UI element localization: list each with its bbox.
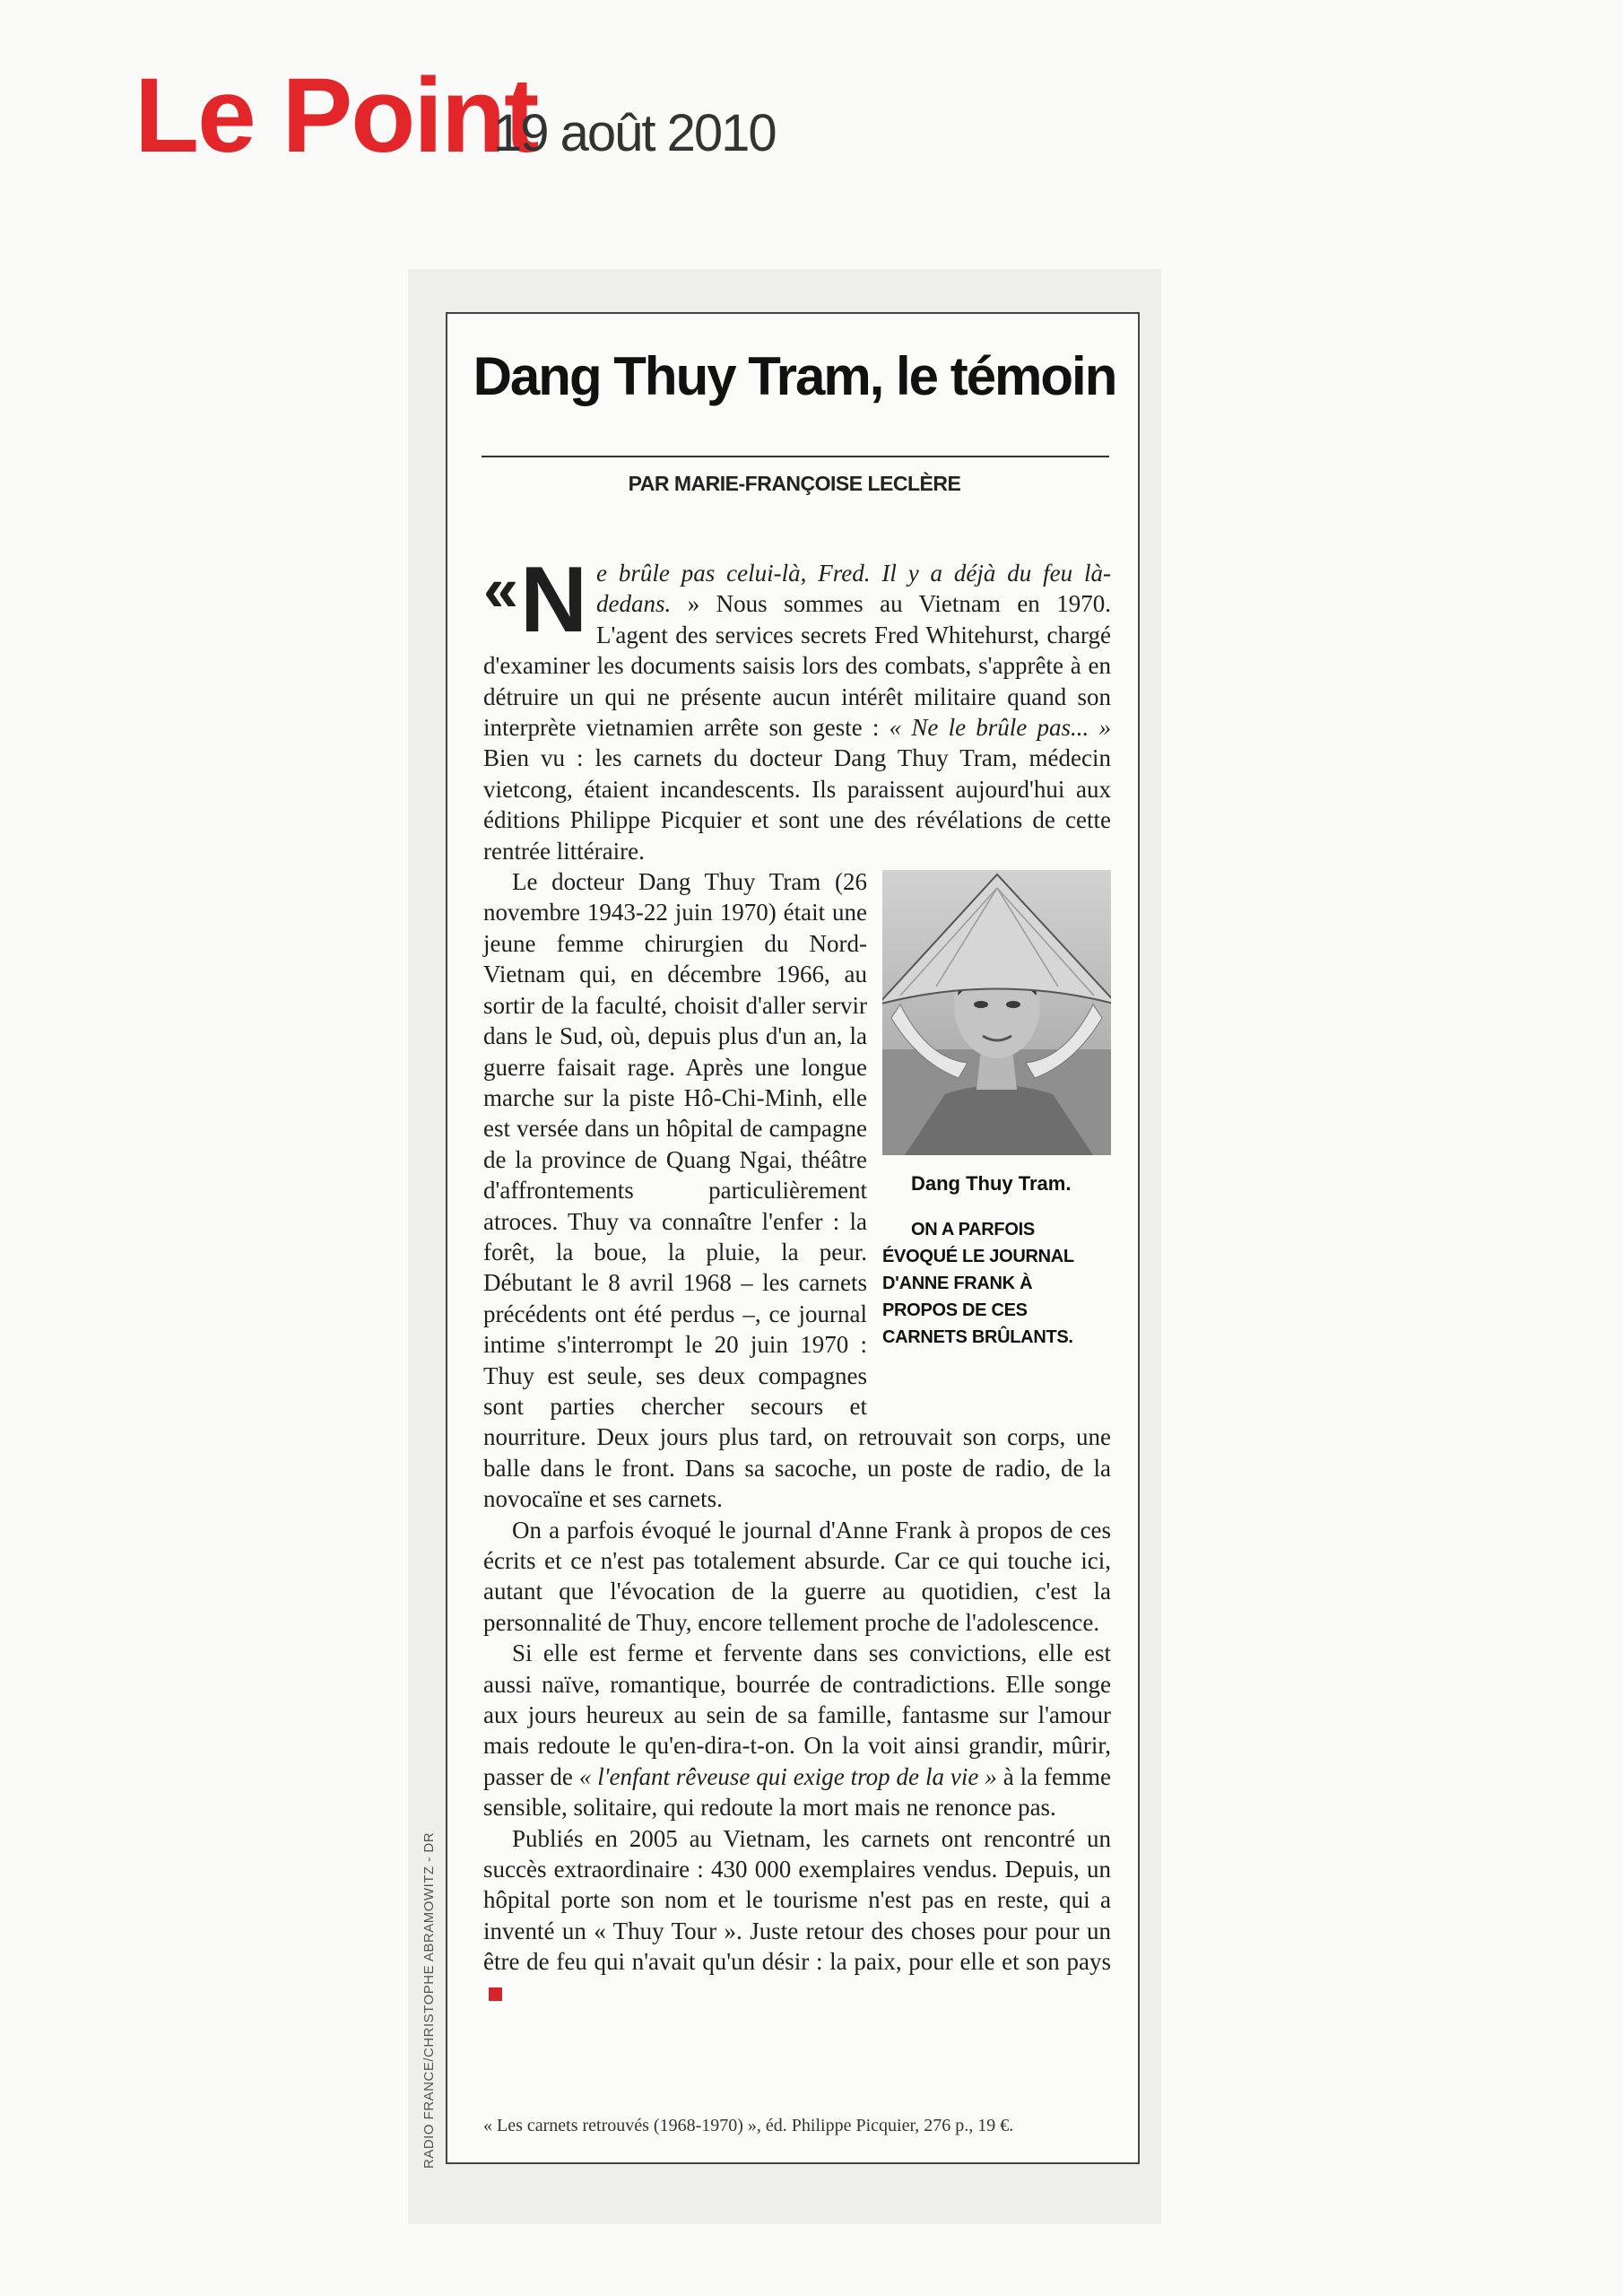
photo-caption: Dang Thuy Tram. — [911, 1172, 1072, 1196]
publication-logo: Le Point — [135, 57, 538, 175]
article-body — [483, 548, 1111, 2008]
drop-cap-letter: N — [519, 548, 586, 652]
paragraph-4 — [483, 1638, 1111, 1822]
photo-block — [878, 870, 1111, 1401]
paragraph-5-text: Publiés en 2005 au Vietnam, les carnets ont rencontré un succès extraordinaire : 430 000 exemplaires vendus. Depuis, un hôpital porte son nom et le tourisme n'est pas en reste, qui a inventé un « Thuy Tour ». Juste retour des choses pour pour un être de feu qui n'avait qu'un désir : la paix, pour elle et son pays — [483, 1824, 1111, 1976]
title-divider — [482, 456, 1109, 457]
paragraph-1 — [483, 548, 1111, 866]
paragraph-1-text-b: Bien vu : les carnets du docteur Dang Thuy Tram, médecin vietcong, étaient incandescents. Ils paraissent aujourd'hui aux éditions Philippe Picquier et sont une des révélations de cette rentrée littéraire. — [483, 744, 1111, 865]
paragraph-4-text-a: Si elle est ferme et fervente dans ses convictions, elle est aussi naïve, romantique, bourrée de contradictions. Elle songe aux jours heureux au sein de sa famille, fantasme sur l'amour mais redoute le qu'en-dira-t-on. On la voit ainsi grandir, mûrir, passer de — [483, 1639, 1111, 1790]
paragraph-2 — [483, 866, 1111, 1515]
article-title: Dang Thuy Tram, le témoin — [473, 346, 1116, 406]
interpreter-quote: « Ne le brûle pas... » — [889, 714, 1111, 742]
article-byline: PAR MARIE-FRANÇOISE LECLÈRE — [628, 472, 961, 495]
drop-cap-guillemet: « — [483, 554, 518, 624]
paragraph-2-text: Le docteur Dang Thuy Tram (26 novembre 1943-22 juin 1970) était une jeune femme chirurgien du Nord-Vietnam qui, en décembre 1966, au sortir de la faculté, choisit d'aller servir dans le Sud, où, depuis plus d'un an, la guerre faisait rage. Après une longue marche sur la piste Hô-Chi-Minh, elle est versée dans un hôpital de campagne de la province de Quang Ngai, théâtre d'affrontements particulièrement atroces. Thuy va connaître l'enfer : la forêt, la boue, la pluie, la peur. Débutant le 8 avril 1968 – les carnets précédents ont été perdus –, ce journal intime s'interrompt le 20 juin 1970 : Thuy est seule, ses deux compagnes sont parties chercher secours et nourriture. Deux jours plus tard, on retrouvait son corps, une balle dans le front. Dans sa sacoche, un poste de radio, de la novocaïne et ses carnets. — [483, 868, 1111, 1513]
opening-quote: e brûle pas celui-là, Fred. Il y a déjà du feu là-dedans. — [596, 560, 1111, 618]
portrait-photo — [882, 870, 1111, 1155]
article-frame — [446, 312, 1140, 2164]
paragraph-1-text-a: » Nous sommes au Vietnam en 1970. L'agent des services secrets Fred Whitehurst, chargé d'examiner les documents saisis lors des combats, s'apprête à en détruire un qui ne présente aucun intérêt militaire quand son interprète vietnamien arrête son geste : — [483, 590, 1111, 742]
end-of-article-mark — [489, 1987, 502, 2001]
drop-cap — [483, 548, 586, 652]
issue-date: 19 août 2010 — [493, 104, 776, 162]
pull-quote: ON A PARFOIS ÉVOQUÉ LE JOURNAL D'ANNE FRANK À PROPOS DE CES CARNETS BRÛLANTS. — [882, 1220, 1074, 1348]
paragraph-3: On a parfois évoqué le journal d'Anne Frank à propos de ces écrits et ce n'est pas totalement absurde. Car ce qui touche ici, autant que l'évocation de la guerre au quotidien, c'est la personnalité de Thuy, encore tellement proche de l'adolescence. — [483, 1516, 1111, 1636]
paragraph-4-text-b: à la femme sensible, solitaire, qui redoute la mort mais ne renonce pas. — [483, 1762, 1111, 1822]
photo-credit: RADIO FRANCE/CHRISTOPHE ABRAMOWITZ - DR — [421, 1831, 437, 2169]
book-reference: « Les carnets retrouvés (1968-1970) », éd. Philippe Picquier, 276 p., 19 €. — [483, 2116, 1014, 2135]
dreamy-child-quote: « l'enfant rêveuse qui exige trop de la vie » — [578, 1762, 997, 1790]
paragraph-5 — [483, 1823, 1111, 2008]
